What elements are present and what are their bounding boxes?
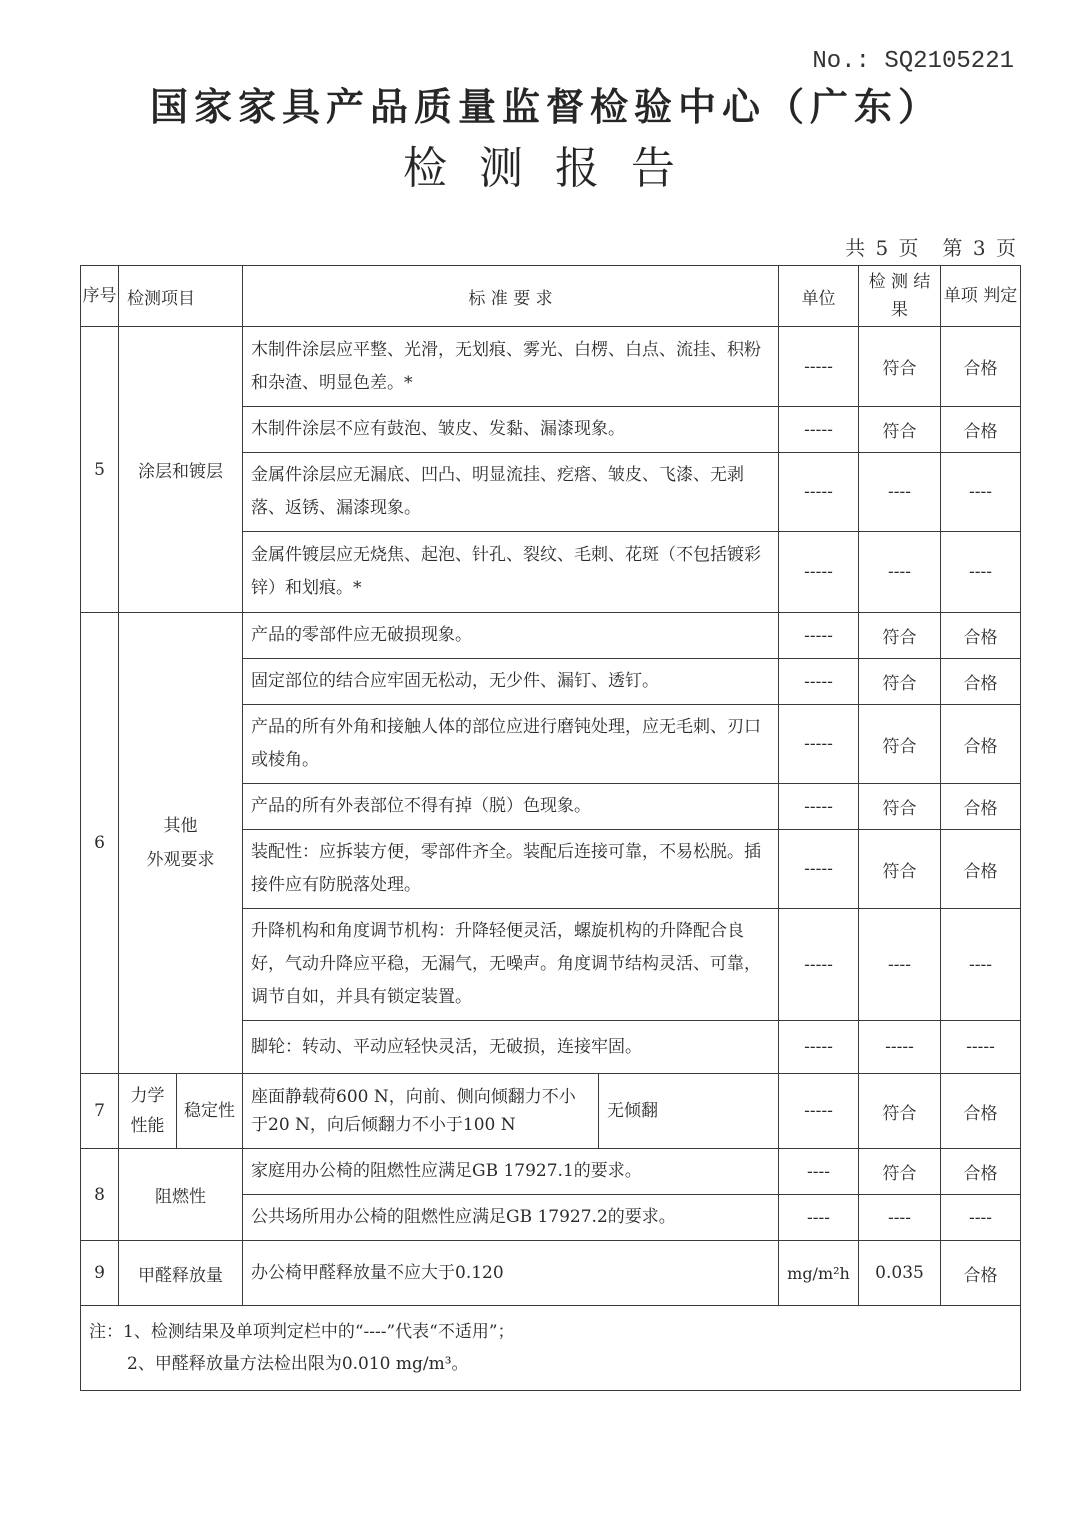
judgment-cell: 合格 [941,784,1021,830]
result-cell: 符合 [859,705,941,784]
requirement-cell: 金属件镀层应无烧焦、起泡、针孔、裂纹、毛刺、花斑（不包括镀彩锌）和划痕。* [243,532,779,613]
group-subitem: 稳定性 [177,1074,243,1149]
judgment-cell: 合格 [941,1074,1021,1149]
requirement-cell: 固定部位的结合应牢固无松动，无少件、漏钉、透钉。 [243,659,779,705]
condition-cell: 无倾翻 [599,1074,779,1149]
document-title: 检测报告 [403,143,707,194]
col-item-header: 检测项目 [119,266,243,327]
result-cell: 符合 [859,327,941,407]
unit-cell: ----- [779,327,859,407]
requirement-cell: 产品的所有外角和接触人体的部位应进行磨钝处理，应无毛刺、刃口或棱角。 [243,705,779,784]
group-item-line2: 外观要求 [146,850,215,870]
unit-cell: ----- [779,532,859,613]
unit-cell: ----- [779,830,859,909]
result-cell: 符合 [859,1074,941,1149]
judgment-cell: 合格 [941,327,1021,407]
judgment-cell: ---- [941,453,1021,532]
unit-cell: ----- [779,784,859,830]
result-cell: ---- [859,909,941,1021]
requirement-cell: 办公椅甲醛释放量不应大于0.120 [243,1241,779,1306]
requirement-cell: 公共场所用办公椅的阻燃性应满足GB 17927.2的要求。 [243,1195,779,1241]
col-seq-header: 序号 [81,266,119,327]
table-row [81,1074,1021,1149]
inspection-table [80,265,1021,1391]
unit-cell: ---- [779,1195,859,1241]
judgment-cell: 合格 [941,1149,1021,1195]
col-requirement-header: 标 准 要 求 [243,266,779,327]
result-cell: ---- [859,1195,941,1241]
requirement-cell: 木制件涂层不应有鼓泡、皱皮、发黏、漏漆现象。 [243,407,779,453]
group-seq: 9 [81,1241,119,1306]
judgment-cell: 合格 [941,705,1021,784]
unit-cell: ----- [779,659,859,705]
result-cell: 0.035 [859,1241,941,1306]
requirement-cell: 产品的零部件应无破损现象。 [243,613,779,659]
unit-cell: ----- [779,407,859,453]
judgment-cell: ----- [941,1021,1021,1074]
table-header [81,266,1021,327]
group-item-line1: 其他 [163,816,198,836]
result-cell: ---- [859,453,941,532]
requirement-cell: 产品的所有外表部位不得有掉（脱）色现象。 [243,784,779,830]
notes-row [81,1306,1021,1391]
requirement-cell: 座面静载荷600 N，向前、侧向倾翻力不小于20 N，向后倾翻力不小于100 N [243,1074,599,1149]
unit-cell: ----- [779,705,859,784]
judgment-cell: ---- [941,1195,1021,1241]
unit-cell: ---- [779,1149,859,1195]
table-row [81,1241,1021,1306]
group-seq: 5 [81,327,119,613]
judgment-cell: ---- [941,532,1021,613]
requirement-cell: 金属件涂层应无漏底、凹凸、明显流挂、疙瘩、皱皮、飞漆、无剥落、返锈、漏漆现象。 [243,453,779,532]
group-seq: 8 [81,1149,119,1241]
judgment-cell: ---- [941,909,1021,1021]
col-unit-header: 单位 [779,266,859,327]
group-item: 甲醛释放量 [119,1241,243,1306]
requirement-cell: 脚轮：转动、平动应轻快灵活，无破损，连接牢固。 [243,1021,779,1074]
result-cell: 符合 [859,659,941,705]
judgment-cell: 合格 [941,1241,1021,1306]
unit-cell: ----- [779,613,859,659]
judgment-cell: 合格 [941,830,1021,909]
group-item: 力学性能 [119,1074,177,1149]
result-cell: 符合 [859,830,941,909]
report-number: No.: SQ2105221 [812,48,1014,75]
unit-cell: mg/m²h [779,1241,859,1306]
table-row [81,327,1021,407]
note-line-2: 2、甲醛释放量方法检出限为0.010 mg/m³。 [127,1354,469,1374]
group-seq: 6 [81,613,119,1074]
page-info: 共 5 页 第 3 页 [845,236,1018,260]
requirement-cell: 升降机构和角度调节机构：升降轻便灵活，螺旋机构的升降配合良好，气动升降应平稳，无漏气，无噪声。角度调节结构灵活、可靠，调节自如，并具有锁定装置。 [243,909,779,1021]
result-cell: ----- [859,1021,941,1074]
unit-cell: ----- [779,453,859,532]
note-line-1: 注：1、检测结果及单项判定栏中的“----”代表“不适用”； [89,1322,515,1342]
requirement-cell: 木制件涂层应平整、光滑，无划痕、雾光、白楞、白点、流挂、积粉和杂渣、明显色差。* [243,327,779,407]
requirement-cell: 装配性：应拆装方便，零部件齐全。装配后连接可靠，不易松脱。插接件应有防脱落处理。 [243,830,779,909]
unit-cell: ----- [779,909,859,1021]
group-seq: 7 [81,1074,119,1149]
result-cell: ---- [859,532,941,613]
result-cell: 符合 [859,407,941,453]
group-item [119,613,243,1074]
result-cell: 符合 [859,1149,941,1195]
judgment-cell: 合格 [941,613,1021,659]
group-item: 涂层和镀层 [119,327,243,613]
unit-cell: ----- [779,1074,859,1149]
col-judgment-header: 单项 判定 [941,266,1021,327]
notes-cell [81,1306,1021,1391]
table-row [81,613,1021,659]
col-result-header: 检 测 结 果 [859,266,941,327]
group-item: 阻燃性 [119,1149,243,1241]
judgment-cell: 合格 [941,407,1021,453]
result-cell: 符合 [859,784,941,830]
requirement-cell: 家庭用办公椅的阻燃性应满足GB 17927.1的要求。 [243,1149,779,1195]
organization-title: 国家家具产品质量监督检验中心（广东） [150,84,943,129]
unit-cell: ----- [779,1021,859,1074]
table-row [81,1149,1021,1195]
result-cell: 符合 [859,613,941,659]
judgment-cell: 合格 [941,659,1021,705]
